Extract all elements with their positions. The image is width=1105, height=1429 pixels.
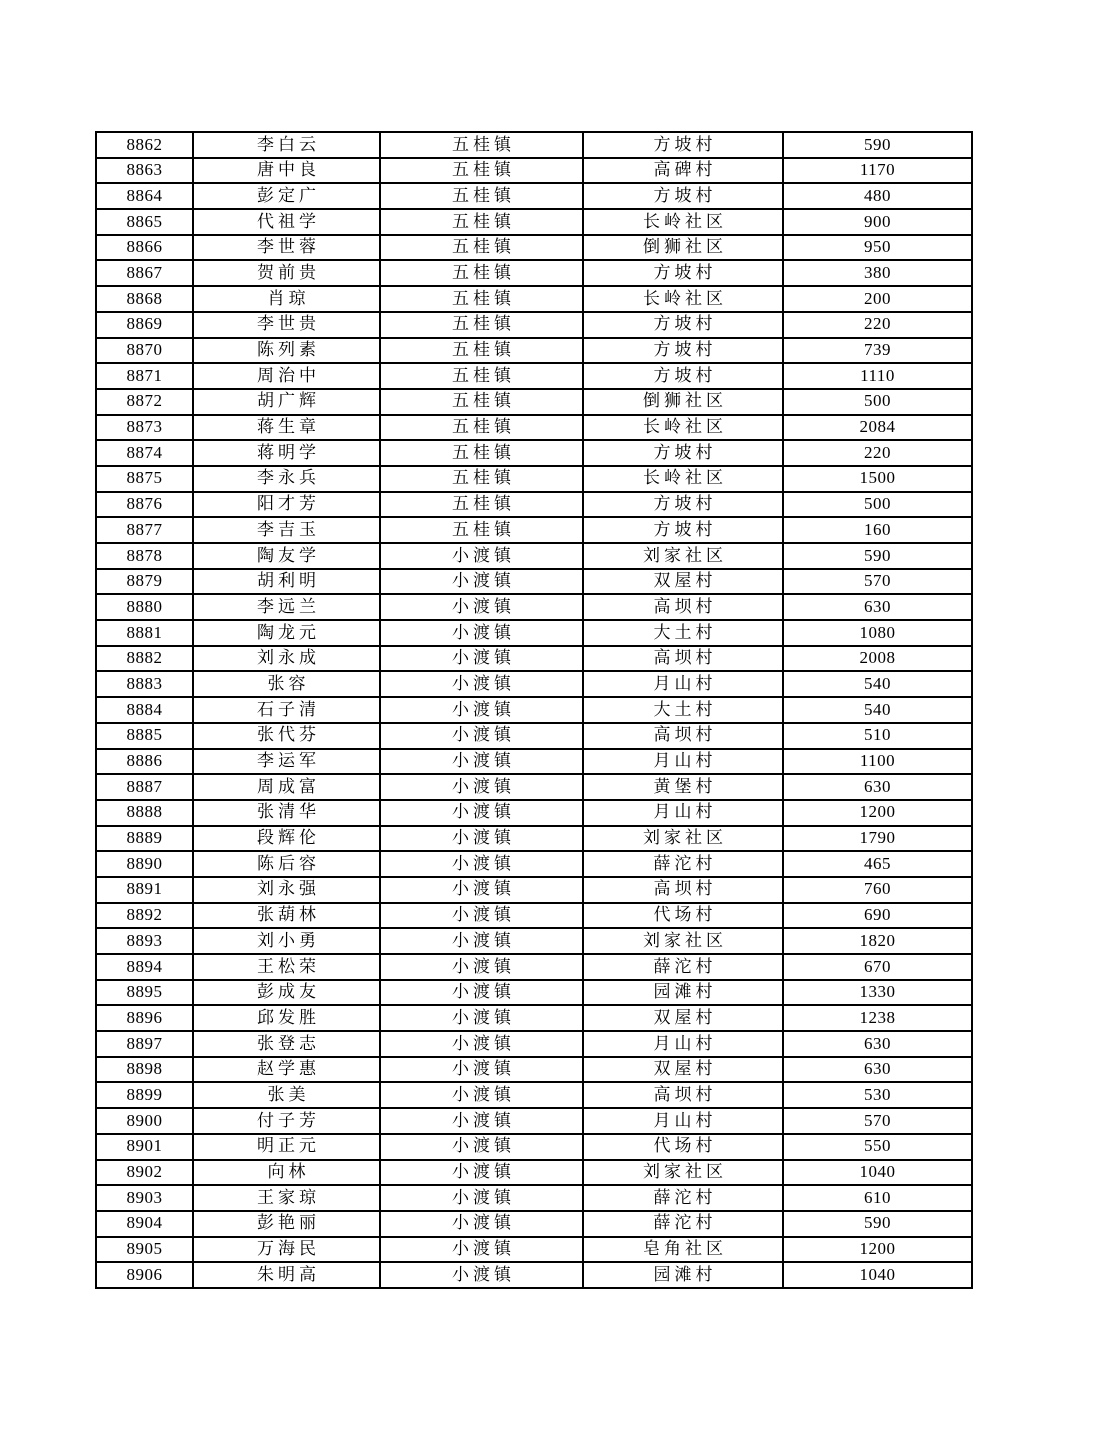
- cell-village: 高坝村: [583, 646, 783, 672]
- cell-name: 王家琼: [193, 1185, 380, 1211]
- table-row: [96, 980, 972, 1006]
- cell-name: 张清华: [193, 800, 380, 826]
- cell-town: 小渡镇: [380, 1262, 583, 1288]
- cell-village: 皂角社区: [583, 1237, 783, 1263]
- cell-amount: 510: [783, 723, 972, 749]
- cell-id: 8863: [96, 158, 193, 184]
- cell-town: 小渡镇: [380, 877, 583, 903]
- cell-amount: 670: [783, 954, 972, 980]
- table-row: [96, 1108, 972, 1134]
- cell-village: 高坝村: [583, 723, 783, 749]
- cell-town: 小渡镇: [380, 1031, 583, 1057]
- cell-name: 陈后容: [193, 851, 380, 877]
- table-row: [96, 851, 972, 877]
- cell-amount: 380: [783, 260, 972, 286]
- cell-id: 8882: [96, 646, 193, 672]
- table-row: [96, 466, 972, 492]
- cell-id: 8894: [96, 954, 193, 980]
- cell-amount: 550: [783, 1134, 972, 1160]
- cell-id: 8905: [96, 1237, 193, 1263]
- cell-town: 五桂镇: [380, 158, 583, 184]
- cell-town: 小渡镇: [380, 826, 583, 852]
- cell-village: 薛沱村: [583, 1185, 783, 1211]
- cell-amount: 1200: [783, 1237, 972, 1263]
- cell-id: 8902: [96, 1160, 193, 1186]
- cell-amount: 1040: [783, 1262, 972, 1288]
- table-row: [96, 1057, 972, 1083]
- cell-name: 周成富: [193, 774, 380, 800]
- cell-name: 刘小勇: [193, 928, 380, 954]
- cell-village: 长岭社区: [583, 415, 783, 441]
- cell-village: 代场村: [583, 1134, 783, 1160]
- table-row: [96, 543, 972, 569]
- cell-village: 方坡村: [583, 312, 783, 338]
- table-row: [96, 1185, 972, 1211]
- cell-id: 8890: [96, 851, 193, 877]
- cell-id: 8870: [96, 338, 193, 364]
- cell-name: 胡广辉: [193, 389, 380, 415]
- table-row: [96, 1082, 972, 1108]
- cell-town: 小渡镇: [380, 1005, 583, 1031]
- table-row: [96, 1262, 972, 1288]
- cell-town: 五桂镇: [380, 183, 583, 209]
- cell-town: 小渡镇: [380, 1211, 583, 1237]
- cell-town: 小渡镇: [380, 697, 583, 723]
- cell-town: 五桂镇: [380, 312, 583, 338]
- cell-id: 8872: [96, 389, 193, 415]
- cell-id: 8877: [96, 517, 193, 543]
- cell-village: 长岭社区: [583, 286, 783, 312]
- table-row: [96, 928, 972, 954]
- cell-name: 代祖学: [193, 209, 380, 235]
- cell-name: 肖琼: [193, 286, 380, 312]
- cell-name: 李世蓉: [193, 235, 380, 261]
- cell-town: 小渡镇: [380, 1134, 583, 1160]
- cell-id: 8891: [96, 877, 193, 903]
- cell-village: 方坡村: [583, 517, 783, 543]
- table-row: [96, 440, 972, 466]
- cell-id: 8864: [96, 183, 193, 209]
- cell-amount: 1170: [783, 158, 972, 184]
- cell-id: 8893: [96, 928, 193, 954]
- cell-id: 8884: [96, 697, 193, 723]
- cell-village: 黄堡村: [583, 774, 783, 800]
- table-row: [96, 235, 972, 261]
- table-row: [96, 954, 972, 980]
- cell-amount: 2008: [783, 646, 972, 672]
- cell-id: 8879: [96, 569, 193, 595]
- table-row: [96, 903, 972, 929]
- cell-village: 代场村: [583, 903, 783, 929]
- cell-name: 李吉玉: [193, 517, 380, 543]
- cell-id: 8874: [96, 440, 193, 466]
- cell-town: 小渡镇: [380, 903, 583, 929]
- cell-name: 张代芬: [193, 723, 380, 749]
- cell-amount: 500: [783, 492, 972, 518]
- cell-name: 蒋生章: [193, 415, 380, 441]
- cell-id: 8900: [96, 1108, 193, 1134]
- cell-amount: 530: [783, 1082, 972, 1108]
- cell-name: 贺前贵: [193, 260, 380, 286]
- table-row: [96, 260, 972, 286]
- cell-id: 8897: [96, 1031, 193, 1057]
- cell-town: 五桂镇: [380, 363, 583, 389]
- cell-village: 倒狮社区: [583, 389, 783, 415]
- cell-id: 8896: [96, 1005, 193, 1031]
- cell-town: 小渡镇: [380, 980, 583, 1006]
- cell-id: 8904: [96, 1211, 193, 1237]
- table-row: [96, 646, 972, 672]
- cell-name: 明正元: [193, 1134, 380, 1160]
- table-row: [96, 286, 972, 312]
- cell-id: 8869: [96, 312, 193, 338]
- cell-village: 月山村: [583, 671, 783, 697]
- cell-name: 阳才芳: [193, 492, 380, 518]
- cell-name: 张美: [193, 1082, 380, 1108]
- cell-village: 刘家社区: [583, 928, 783, 954]
- table-row: [96, 389, 972, 415]
- table-row: [96, 749, 972, 775]
- cell-village: 月山村: [583, 749, 783, 775]
- cell-name: 李白云: [193, 132, 380, 158]
- cell-village: 月山村: [583, 800, 783, 826]
- cell-town: 五桂镇: [380, 517, 583, 543]
- cell-name: 张登志: [193, 1031, 380, 1057]
- cell-town: 小渡镇: [380, 1160, 583, 1186]
- cell-id: 8903: [96, 1185, 193, 1211]
- cell-village: 方坡村: [583, 338, 783, 364]
- cell-town: 小渡镇: [380, 1185, 583, 1211]
- cell-name: 王松荣: [193, 954, 380, 980]
- cell-village: 双屋村: [583, 569, 783, 595]
- cell-name: 李远兰: [193, 594, 380, 620]
- cell-town: 五桂镇: [380, 492, 583, 518]
- cell-amount: 500: [783, 389, 972, 415]
- table-row: [96, 671, 972, 697]
- cell-name: 段辉伦: [193, 826, 380, 852]
- cell-name: 张容: [193, 671, 380, 697]
- cell-id: 8885: [96, 723, 193, 749]
- cell-amount: 690: [783, 903, 972, 929]
- cell-town: 五桂镇: [380, 338, 583, 364]
- cell-amount: 570: [783, 569, 972, 595]
- cell-town: 五桂镇: [380, 209, 583, 235]
- cell-name: 陶友学: [193, 543, 380, 569]
- table-row: [96, 1211, 972, 1237]
- cell-amount: 590: [783, 132, 972, 158]
- cell-village: 刘家社区: [583, 543, 783, 569]
- cell-town: 五桂镇: [380, 466, 583, 492]
- cell-town: 小渡镇: [380, 774, 583, 800]
- cell-id: 8873: [96, 415, 193, 441]
- cell-id: 8887: [96, 774, 193, 800]
- table-row: [96, 209, 972, 235]
- cell-name: 彭定广: [193, 183, 380, 209]
- cell-id: 8862: [96, 132, 193, 158]
- cell-amount: 1080: [783, 620, 972, 646]
- cell-amount: 1500: [783, 466, 972, 492]
- cell-name: 陶龙元: [193, 620, 380, 646]
- table-row: [96, 620, 972, 646]
- table-row: [96, 800, 972, 826]
- cell-id: 8906: [96, 1262, 193, 1288]
- cell-amount: 160: [783, 517, 972, 543]
- cell-id: 8876: [96, 492, 193, 518]
- cell-name: 蒋明学: [193, 440, 380, 466]
- cell-name: 彭艳丽: [193, 1211, 380, 1237]
- cell-name: 李世贵: [193, 312, 380, 338]
- cell-id: 8898: [96, 1057, 193, 1083]
- records-table-container: [95, 131, 971, 1289]
- table-row: [96, 1237, 972, 1263]
- cell-id: 8875: [96, 466, 193, 492]
- cell-id: 8886: [96, 749, 193, 775]
- cell-id: 8892: [96, 903, 193, 929]
- table-row: [96, 517, 972, 543]
- records-table: [95, 131, 973, 1289]
- cell-village: 薛沱村: [583, 954, 783, 980]
- cell-name: 胡利明: [193, 569, 380, 595]
- cell-id: 8889: [96, 826, 193, 852]
- cell-amount: 1238: [783, 1005, 972, 1031]
- cell-name: 付子芳: [193, 1108, 380, 1134]
- cell-name: 陈列素: [193, 338, 380, 364]
- cell-village: 方坡村: [583, 132, 783, 158]
- cell-name: 彭成友: [193, 980, 380, 1006]
- cell-town: 小渡镇: [380, 1057, 583, 1083]
- cell-village: 长岭社区: [583, 209, 783, 235]
- cell-village: 高坝村: [583, 877, 783, 903]
- table-row: [96, 1160, 972, 1186]
- cell-village: 薛沱村: [583, 1211, 783, 1237]
- cell-town: 小渡镇: [380, 723, 583, 749]
- cell-village: 双屋村: [583, 1057, 783, 1083]
- cell-name: 唐中良: [193, 158, 380, 184]
- cell-village: 倒狮社区: [583, 235, 783, 261]
- cell-name: 万海民: [193, 1237, 380, 1263]
- cell-amount: 1100: [783, 749, 972, 775]
- cell-village: 大土村: [583, 620, 783, 646]
- cell-amount: 900: [783, 209, 972, 235]
- cell-amount: 1820: [783, 928, 972, 954]
- table-row: [96, 1031, 972, 1057]
- cell-id: 8878: [96, 543, 193, 569]
- cell-village: 薛沱村: [583, 851, 783, 877]
- cell-amount: 630: [783, 1031, 972, 1057]
- cell-id: 8888: [96, 800, 193, 826]
- cell-village: 方坡村: [583, 492, 783, 518]
- cell-town: 小渡镇: [380, 671, 583, 697]
- cell-village: 方坡村: [583, 183, 783, 209]
- cell-name: 朱明高: [193, 1262, 380, 1288]
- cell-village: 方坡村: [583, 260, 783, 286]
- table-row: [96, 415, 972, 441]
- cell-amount: 220: [783, 312, 972, 338]
- cell-town: 小渡镇: [380, 1237, 583, 1263]
- cell-village: 大土村: [583, 697, 783, 723]
- cell-id: 8899: [96, 1082, 193, 1108]
- table-row: [96, 158, 972, 184]
- cell-amount: 610: [783, 1185, 972, 1211]
- cell-id: 8871: [96, 363, 193, 389]
- cell-amount: 1110: [783, 363, 972, 389]
- cell-amount: 590: [783, 1211, 972, 1237]
- table-row: [96, 697, 972, 723]
- cell-amount: 1330: [783, 980, 972, 1006]
- cell-name: 李永兵: [193, 466, 380, 492]
- cell-id: 8880: [96, 594, 193, 620]
- records-table-body: [96, 132, 972, 1288]
- table-row: [96, 183, 972, 209]
- table-row: [96, 877, 972, 903]
- cell-amount: 630: [783, 774, 972, 800]
- cell-village: 月山村: [583, 1031, 783, 1057]
- cell-town: 小渡镇: [380, 749, 583, 775]
- cell-name: 李运军: [193, 749, 380, 775]
- cell-town: 小渡镇: [380, 569, 583, 595]
- cell-town: 小渡镇: [380, 928, 583, 954]
- cell-name: 石子清: [193, 697, 380, 723]
- cell-name: 刘永强: [193, 877, 380, 903]
- cell-town: 小渡镇: [380, 851, 583, 877]
- cell-amount: 630: [783, 594, 972, 620]
- cell-id: 8881: [96, 620, 193, 646]
- cell-town: 小渡镇: [380, 646, 583, 672]
- cell-village: 高碑村: [583, 158, 783, 184]
- cell-name: 向林: [193, 1160, 380, 1186]
- cell-amount: 760: [783, 877, 972, 903]
- cell-name: 刘永成: [193, 646, 380, 672]
- cell-amount: 1040: [783, 1160, 972, 1186]
- cell-town: 小渡镇: [380, 594, 583, 620]
- cell-town: 五桂镇: [380, 260, 583, 286]
- table-row: [96, 492, 972, 518]
- cell-town: 五桂镇: [380, 415, 583, 441]
- table-row: [96, 594, 972, 620]
- cell-id: 8901: [96, 1134, 193, 1160]
- table-row: [96, 826, 972, 852]
- cell-village: 刘家社区: [583, 826, 783, 852]
- cell-town: 五桂镇: [380, 132, 583, 158]
- cell-amount: 950: [783, 235, 972, 261]
- cell-id: 8866: [96, 235, 193, 261]
- cell-village: 高坝村: [583, 594, 783, 620]
- cell-id: 8883: [96, 671, 193, 697]
- cell-amount: 540: [783, 697, 972, 723]
- cell-amount: 465: [783, 851, 972, 877]
- cell-town: 小渡镇: [380, 1108, 583, 1134]
- table-row: [96, 723, 972, 749]
- table-row: [96, 132, 972, 158]
- cell-town: 五桂镇: [380, 389, 583, 415]
- cell-village: 高坝村: [583, 1082, 783, 1108]
- table-row: [96, 1005, 972, 1031]
- table-row: [96, 774, 972, 800]
- cell-amount: 480: [783, 183, 972, 209]
- table-row: [96, 1134, 972, 1160]
- table-row: [96, 338, 972, 364]
- cell-name: 周治中: [193, 363, 380, 389]
- cell-amount: 220: [783, 440, 972, 466]
- cell-id: 8865: [96, 209, 193, 235]
- cell-village: 方坡村: [583, 440, 783, 466]
- cell-amount: 2084: [783, 415, 972, 441]
- cell-id: 8867: [96, 260, 193, 286]
- cell-id: 8868: [96, 286, 193, 312]
- cell-town: 五桂镇: [380, 286, 583, 312]
- cell-village: 方坡村: [583, 363, 783, 389]
- cell-name: 张葫林: [193, 903, 380, 929]
- cell-village: 月山村: [583, 1108, 783, 1134]
- table-row: [96, 312, 972, 338]
- cell-amount: 1790: [783, 826, 972, 852]
- cell-name: 邱发胜: [193, 1005, 380, 1031]
- cell-village: 园滩村: [583, 1262, 783, 1288]
- cell-village: 园滩村: [583, 980, 783, 1006]
- cell-id: 8895: [96, 980, 193, 1006]
- cell-town: 五桂镇: [380, 235, 583, 261]
- cell-amount: 1200: [783, 800, 972, 826]
- cell-amount: 200: [783, 286, 972, 312]
- cell-village: 长岭社区: [583, 466, 783, 492]
- cell-town: 五桂镇: [380, 440, 583, 466]
- table-row: [96, 569, 972, 595]
- cell-town: 小渡镇: [380, 620, 583, 646]
- cell-amount: 570: [783, 1108, 972, 1134]
- table-row: [96, 363, 972, 389]
- cell-village: 双屋村: [583, 1005, 783, 1031]
- cell-town: 小渡镇: [380, 954, 583, 980]
- cell-amount: 739: [783, 338, 972, 364]
- cell-amount: 540: [783, 671, 972, 697]
- cell-name: 赵学惠: [193, 1057, 380, 1083]
- cell-village: 刘家社区: [583, 1160, 783, 1186]
- cell-town: 小渡镇: [380, 800, 583, 826]
- cell-amount: 630: [783, 1057, 972, 1083]
- cell-amount: 590: [783, 543, 972, 569]
- cell-town: 小渡镇: [380, 1082, 583, 1108]
- cell-town: 小渡镇: [380, 543, 583, 569]
